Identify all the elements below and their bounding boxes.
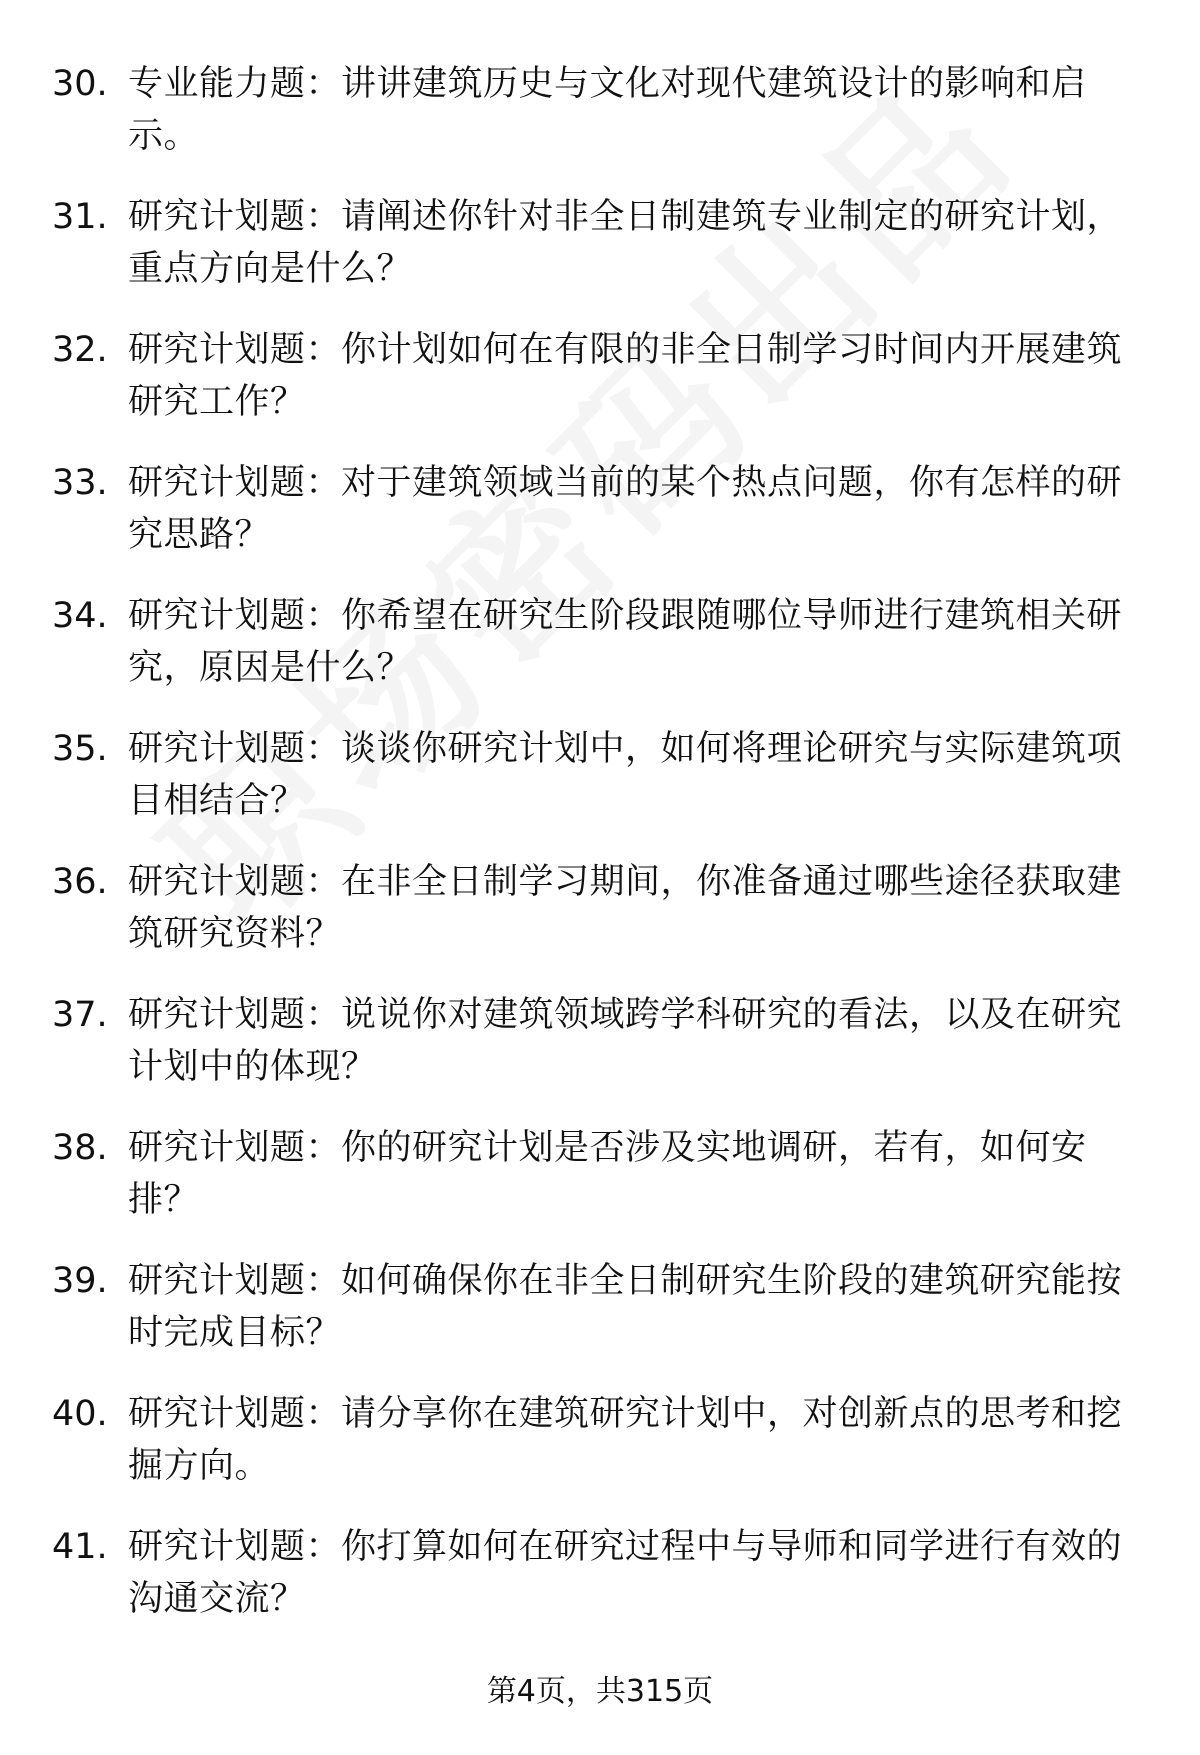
question-number: 33. <box>52 463 108 503</box>
question-text: 研究计划题：你的研究计划是否涉及实地调研，若有，如何安排？ <box>128 1128 1087 1220</box>
question-text: 研究计划题：如何确保你在非全日制研究生阶段的建筑研究能按时完成目标？ <box>128 1261 1123 1353</box>
list-item <box>0 723 1200 856</box>
list-item <box>0 1521 1200 1654</box>
question-number: 31. <box>52 197 108 237</box>
list-item <box>0 1255 1200 1388</box>
list-item <box>0 191 1200 324</box>
question-text: 研究计划题：请阐述你针对非全日制建筑专业制定的研究计划，重点方向是什么？ <box>128 197 1123 289</box>
list-item <box>0 856 1200 989</box>
page-footer: 第4页，共315页 <box>486 1674 714 1709</box>
question-text: 研究计划题：谈谈你研究计划中，如何将理论研究与实际建筑项目相结合？ <box>128 729 1123 821</box>
question-text: 研究计划题：你计划如何在有限的非全日制学习时间内开展建筑研究工作？ <box>128 330 1123 422</box>
question-number: 40. <box>52 1394 108 1434</box>
list-item <box>0 989 1200 1122</box>
question-list <box>0 58 1200 1654</box>
question-text: 研究计划题：在非全日制学习期间，你准备通过哪些途径获取建筑研究资料？ <box>128 862 1123 954</box>
list-item <box>0 1122 1200 1255</box>
question-text: 研究计划题：你希望在研究生阶段跟随哪位导师进行建筑相关研究，原因是什么？ <box>128 596 1123 688</box>
question-text: 研究计划题：说说你对建筑领域跨学科研究的看法，以及在研究计划中的体现？ <box>128 995 1123 1087</box>
list-item <box>0 590 1200 723</box>
question-text: 研究计划题：请分享你在建筑研究计划中，对创新点的思考和挖掘方向。 <box>128 1394 1123 1486</box>
list-item <box>0 1388 1200 1521</box>
list-item <box>0 457 1200 590</box>
question-text: 研究计划题：对于建筑领域当前的某个热点问题，你有怎样的研究思路？ <box>128 463 1123 555</box>
question-number: 41. <box>52 1527 108 1567</box>
question-number: 37. <box>52 995 108 1035</box>
question-number: 34. <box>52 596 108 636</box>
question-text: 专业能力题：讲讲建筑历史与文化对现代建筑设计的影响和启示。 <box>128 64 1087 156</box>
question-text: 研究计划题：你打算如何在研究过程中与导师和同学进行有效的沟通交流？ <box>128 1527 1123 1619</box>
question-number: 35. <box>52 729 108 769</box>
question-number: 38. <box>52 1128 108 1168</box>
list-item <box>0 58 1200 191</box>
question-number: 32. <box>52 330 108 370</box>
question-number: 39. <box>52 1261 108 1301</box>
question-number: 36. <box>52 862 108 902</box>
question-number: 30. <box>52 64 108 104</box>
list-item <box>0 324 1200 457</box>
